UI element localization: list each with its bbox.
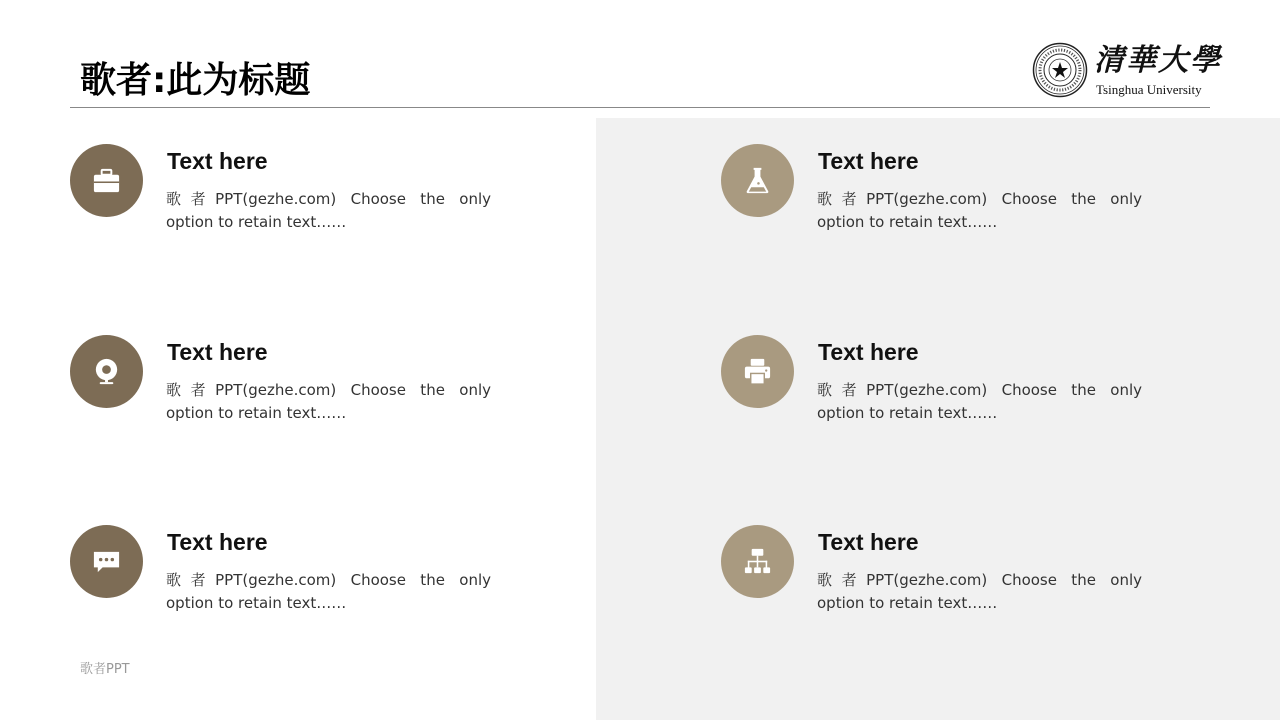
feature-description: 歌者PPT(gezhe.com) Choose the only option to retain text…… <box>817 571 1142 612</box>
feature-icon-circle <box>70 335 143 408</box>
feature-description: 歌者PPT(gezhe.com) Choose the only option to retain text…… <box>166 381 491 422</box>
feature-title: Text here <box>167 339 268 365</box>
university-name-calligraphy: 清華大學 <box>1094 43 1222 78</box>
university-seal-icon <box>1032 42 1088 98</box>
hierarchy-icon <box>742 546 773 577</box>
flask-icon <box>742 165 773 196</box>
feature-icon-circle <box>70 144 143 217</box>
briefcase-icon <box>91 165 122 196</box>
feature-title: Text here <box>818 148 919 174</box>
feature-title: Text here <box>167 148 268 174</box>
feature-description: 歌者PPT(gezhe.com) Choose the only option to retain text…… <box>166 571 491 612</box>
feature-description: 歌者PPT(gezhe.com) Choose the only option to retain text…… <box>166 190 491 231</box>
feature-icon-circle <box>721 335 794 408</box>
feature-title: Text here <box>818 339 919 365</box>
feature-title: Text here <box>818 529 919 555</box>
feature-item-3 <box>70 525 530 635</box>
page-title: 歌者:此为标题 <box>80 60 311 101</box>
webcam-icon <box>91 356 122 387</box>
feature-icon-circle <box>721 144 794 217</box>
feature-title: Text here <box>167 529 268 555</box>
feature-description: 歌者PPT(gezhe.com) Choose the only option to retain text…… <box>817 190 1142 231</box>
feature-icon-circle <box>721 525 794 598</box>
feature-item-4 <box>721 144 1181 254</box>
title-divider <box>70 107 1210 108</box>
chat-bubble-icon <box>91 546 122 577</box>
feature-item-6 <box>721 525 1181 635</box>
footer-brand: 歌者PPT <box>80 662 130 677</box>
feature-item-2 <box>70 335 530 445</box>
feature-description: 歌者PPT(gezhe.com) Choose the only option to retain text…… <box>817 381 1142 422</box>
feature-icon-circle <box>70 525 143 598</box>
feature-item-1 <box>70 144 530 254</box>
feature-item-5 <box>721 335 1181 445</box>
university-name-english: Tsinghua University <box>1096 82 1202 97</box>
university-logo <box>1032 42 1222 100</box>
printer-icon <box>742 356 773 387</box>
